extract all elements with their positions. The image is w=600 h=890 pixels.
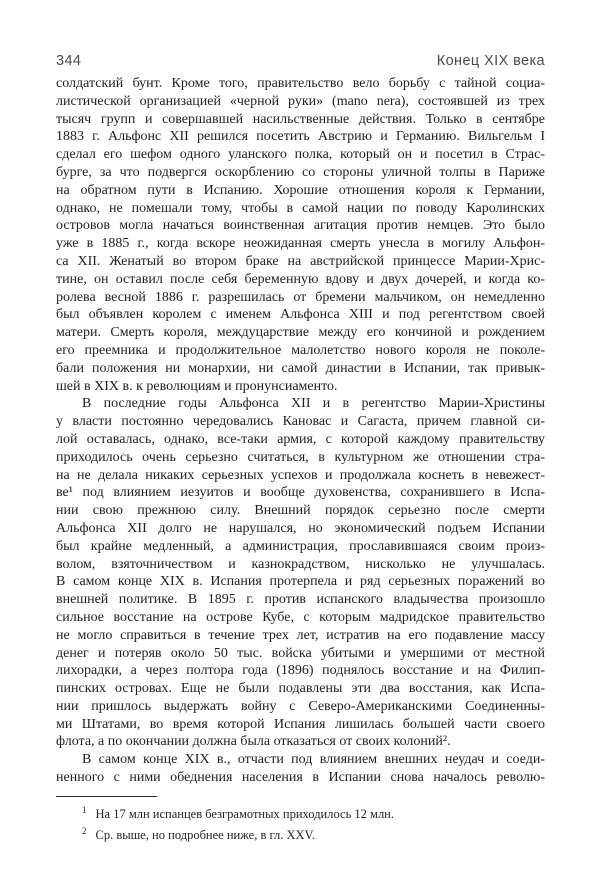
text-line: бали положения ни монархии, ни самой династии в Испании, так привык-: [56, 360, 545, 376]
footnote: [56, 823, 545, 844]
text-line: был объявлен королем с именем Альфонса XIII и под регентством своей: [56, 307, 545, 323]
text-line: ми Штатами, во время которой Испания лишилась большей части своего: [56, 716, 545, 732]
body-text: [56, 75, 545, 787]
text-line: на не делала никаких серьезных успехов и продолжала коснеть в невежест-: [56, 467, 545, 483]
text-line: уже в 1885 г., когда вскоре неожиданная смерть унесла в могилу Альфон-: [56, 236, 545, 252]
footnote-marker: 2: [82, 825, 87, 836]
text-line: бурге, за что подвергся оскорблению со стороны уличной толпы в Париже: [56, 164, 545, 180]
text-line: са XII. Женатый во втором браке на австрийской принцессе Марии-Хрис-: [56, 253, 545, 269]
text-line: был крайне медленный, а администрация, прославившаяся своим произ-: [56, 538, 545, 554]
text-line: волом, взяточничеством и казнокрадством, нисколько не улучшалась.: [56, 556, 545, 572]
paragraph: [56, 751, 545, 787]
footnote: [56, 802, 545, 823]
page-header: [56, 53, 545, 69]
text-line: ненного с ними обеднения населения в Испании снова началось револю-: [56, 770, 545, 786]
text-line: лихорадки, а через полтора года (1896) поднялось восстание и на Филип-: [56, 663, 545, 679]
text-line: на обратном пути в Испанию. Хорошие отношения короля к Германии,: [56, 182, 545, 198]
text-line: шей в XIX в. к революциям и пронунсиаменто.: [56, 378, 338, 394]
text-line: матери. Смерть короля, междуцарствие между его кончиной и рождением: [56, 325, 545, 341]
footnote-separator-rule: [56, 796, 157, 797]
text-line: сделал его шефом одного уланского полка, который он и посетил в Страс-: [56, 147, 545, 163]
text-line: В самом конце XIX в., отчасти под влиянием внешних неудач и соеди-: [82, 752, 545, 768]
text-line: сильное восстание на острове Кубе, с которым мадридское правительство: [56, 609, 545, 625]
text-line: лой оставалась, однако, все-таки армия, с которой каждому правительству: [56, 431, 545, 447]
text-line: ролева весной 1886 г. разрешилась от бремени мальчиком, он немедленно: [56, 289, 545, 305]
footnote-marker: 1: [82, 805, 87, 815]
text-line: ве¹ под влиянием иезуитов и вообще духовенства, сохранившего в Испа-: [56, 485, 545, 501]
text-line: островов могла начаться воинственная агитация против немцев. Это было: [56, 218, 545, 234]
text-line: пинских островах. Еще не были подавлены эти два восстания, как Испа-: [56, 681, 545, 697]
text-line: тысяч групп и совершавшей насильственные действия. Только в сентябре: [56, 111, 545, 127]
text-line: приходилось очень серьезно считаться, в культурном же отношении стра-: [56, 449, 545, 465]
text-line: внешней политике. В 1895 г. против испанского владычества произошло: [56, 592, 545, 608]
text-line: однако, не помешали тому, чтобы в самой нации по поводу Каролинских: [56, 200, 545, 216]
footnotes: [56, 802, 545, 843]
paragraph: [56, 75, 545, 395]
text-line: флота, а по окончании должна была отказаться от своих колоний².: [56, 734, 451, 750]
text-line: листической организацией «черной руки» (mano nera), состоявшей из трех: [56, 93, 545, 109]
text-line: Альфонса XII долго не нарушался, но экономический подъем Испании: [56, 520, 545, 536]
footnote-text: На 17 млн испанцев безграмотных приходилось 12 млн.: [95, 807, 394, 822]
text-line: В самом конце XIX в. Испания протерпела и ряд серьезных поражений во: [56, 574, 545, 590]
text-line: его преемника и продолжительное малолетство нового короля не поколе-: [56, 342, 545, 358]
text-line: не могло справиться в течение трех лет, истратив на его подавление массу: [56, 627, 545, 643]
text-line: нии пришлось выдержать войну с Северо-Американскими Соединенны-: [56, 698, 545, 714]
text-line: В последние годы Альфонса XII и в регентство Марии-Христины: [82, 396, 545, 412]
text-line: нии свою прежнюю силу. Внешний порядок серьезно после смерти: [56, 503, 545, 519]
text-line: у власти постоянно чередовались Кановас и Сагаста, причем главной си-: [56, 414, 545, 430]
footnote-text: Ср. выше, но подробнее ниже, в гл. XXV.: [95, 827, 316, 842]
page-number: 344: [56, 53, 82, 69]
paragraph: [56, 395, 545, 751]
text-line: денег и потеряв около 50 тыс. войска убитыми и умершими от местной: [56, 645, 545, 661]
text-line: тине, он оставил после себя беременную вдову и двух дочерей, и когда ко-: [56, 271, 545, 287]
running-title: Конец XIX века: [436, 53, 545, 69]
text-line: 1883 г. Альфонс XII решился посетить Австрию и Германию. Вильгельм I: [56, 129, 545, 145]
text-line: солдатский бунт. Кроме того, правительство вело борьбу с тайной социа-: [56, 76, 545, 91]
